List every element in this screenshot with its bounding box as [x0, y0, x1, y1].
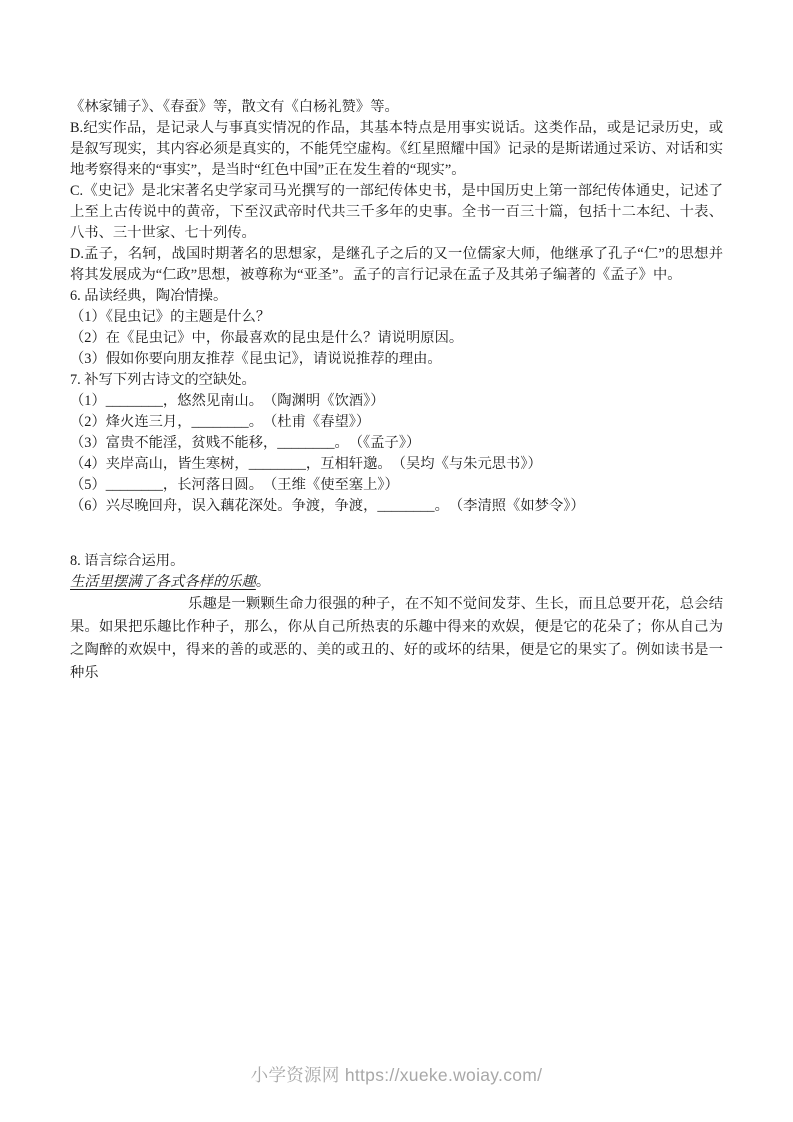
question-6: [70, 286, 723, 370]
footer-watermark: 小学资源网 https://xueke.woiay.com/: [250, 1065, 543, 1085]
option-c-text: C.《史记》是北宋著名史学家司马光撰写的一部纪传体史书，是中国历史上第一部纪传体通史，记述了上至上古传说中的黄帝，下至汉武帝时代共三千多年的史事。全书一百三十篇，包括十二本纪、十表、八书、三十世家、七十列传。: [70, 183, 723, 241]
question-6-heading: 6. 品读经典，陶冶情操。: [70, 288, 228, 304]
passage-body: 乐趣是一颗颗生命力很强的种子，在不知不觉间发芽、生长，而且总要开花，总会结果。如果把乐趣比作种子，那么，你从自己所热衷的乐趣中得来的欢娱，便是它的花朵了；你从自己为之陶醉的欢娱中，得来的善的或恶的、美的或丑的、好的或坏的结果，便是它的果实了。例如读书是一种乐: [70, 596, 723, 681]
question-8: [70, 551, 723, 685]
passage-title: 生活里摆满了各式各样的乐趣: [70, 574, 256, 590]
passage-title-period: 。: [255, 574, 271, 590]
option-a-tail-text: 《林家铺子》、《春蚕》等，散文有《白杨礼赞》等。: [70, 99, 399, 115]
question-6-item-3: （3）假如你要向朋友推荐《昆虫记》，请说说推荐的理由。: [70, 351, 442, 367]
option-d-text: D.孟子，名轲，战国时期著名的思想家，是继孔子之后的又一位儒家大师，他继承了孔子“仁”的思想并将其发展成为“仁政”思想，被尊称为“亚圣”。孟子的言行记录在孟子及其弟子编著的《孟子》中。: [70, 246, 723, 283]
question-7-item-4: （4）夹岸高山，皆生寒树，________，互相轩邈。 （吴均《与朱元思书》）: [70, 456, 542, 472]
question-7-item-3: （3）富贵不能淫，贫贱不能移，________。 （《孟子》）: [70, 435, 421, 451]
question-6-item-1: （1）《昆虫记》的主题是什么？: [70, 309, 271, 325]
question-7-heading: 7. 补写下列古诗文的空缺处。: [70, 372, 256, 388]
question-7-item-1: （1）________，悠然见南山。 （陶渊明《饮酒》）: [70, 393, 385, 409]
passage-title-line: [70, 572, 723, 593]
question-7-item-2: （2）烽火连三月，________。 （杜甫《春望》）: [70, 414, 371, 430]
question-6-item-2: （2）在《昆虫记》中，你最喜欢的昆虫是什么？请说明原因。: [70, 330, 464, 346]
question-7: [70, 370, 723, 517]
question-7-item-5: （5）________，长河落日圆。 （王维《使至塞上》）: [70, 477, 399, 493]
option-b-text: B.纪实作品，是记录人与事真实情况的作品，其基本特点是用事实说话。这类作品，或是记录历史，或是叙写现实，其内容必须是真实的，不能凭空虚构。《红星照耀中国》记录的是斯诺通过采访、对话和实地考察得来的“事实”，是当时“红色中国”正在发生着的“现实”。: [70, 120, 723, 178]
question-8-heading: 8. 语言综合运用。: [70, 553, 185, 569]
question-7-item-6: （6）兴尽晚回舟，误入藕花深处。争渡，争渡，________。 （李清照《如梦令》）: [70, 498, 585, 514]
